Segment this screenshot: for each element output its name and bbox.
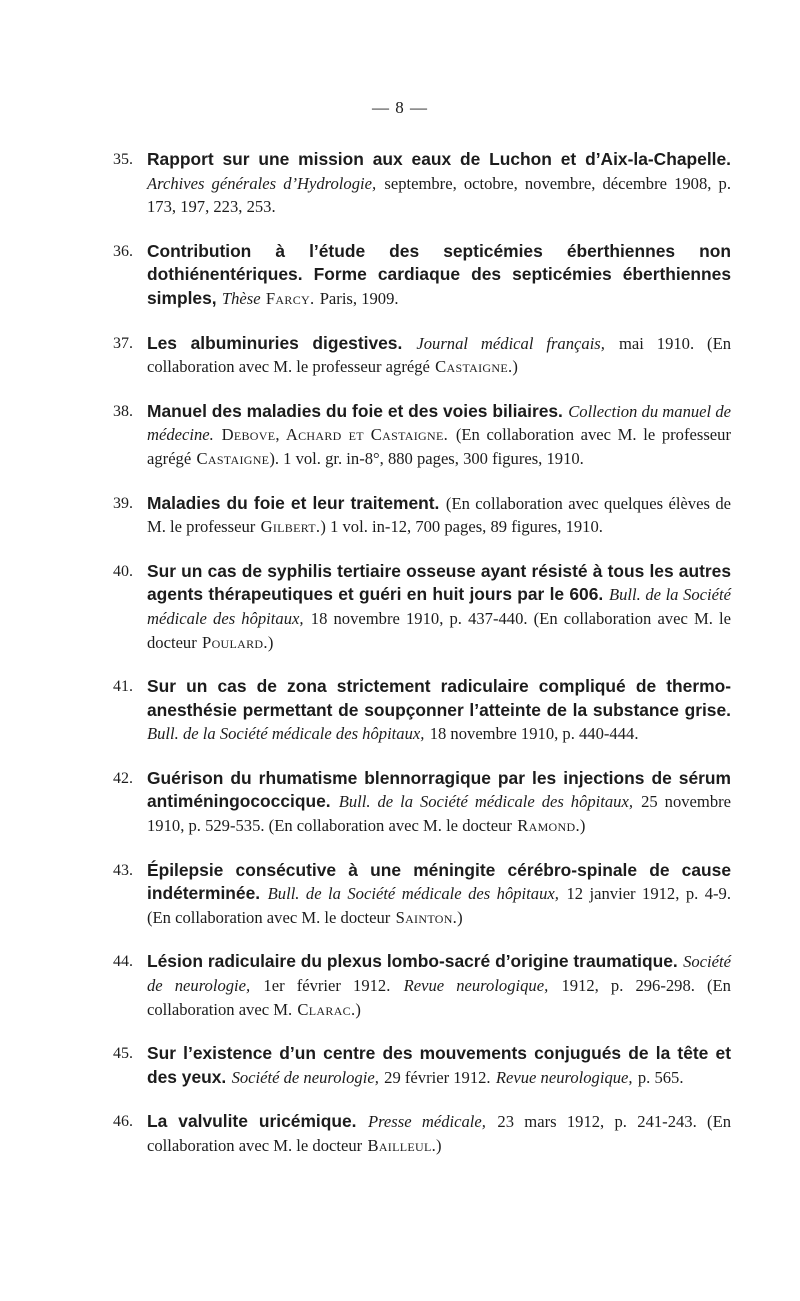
entry-details-2: p. 565. [637,1067,684,1087]
entry-title: Manuel des maladies du foie et des voies biliaires. [147,400,563,421]
entry-number: 37. [113,334,133,352]
entry-source: Bull. de la Société médicale des hôpitaux, [147,585,731,628]
entry-author: Gilbert. [260,517,321,537]
list-item [113,400,731,471]
entry-author: Bailleul. [367,1136,437,1155]
entry-details: 1er février 1912. [263,976,391,996]
entry-number: 46. [113,1113,133,1131]
entry-number: 36. [113,242,133,260]
entry-author: Poulard. [202,632,268,652]
entry-details-end: ). 1 vol. gr. in-8°, 880 pages, 300 figures, 1910. [269,448,584,468]
entry-source: Collection du manuel de médecine. [147,401,731,445]
entry-author: Ramond. [517,816,580,836]
entry-source-2: Revue neurologique, [403,976,549,996]
entry-details-end: ) [579,816,586,836]
entry-details-end: ) [457,907,463,927]
entry-title: La valvulite uricémique. [147,1111,357,1132]
entry-details-end: ) [267,632,274,652]
bibliography-list [113,148,731,1179]
list-item [113,560,731,654]
entry-details-end: ) [355,999,361,1019]
entry-number: 35. [113,151,133,168]
entry-title: Épilepsie consécutive à une méningite cérébro-spinale de cause indéterminée. [147,859,731,904]
entry-number: 45. [113,1045,133,1063]
entry-number: 43. [113,861,133,879]
entry-details: (En collaboration avec M. le professeur agrégé [147,425,731,468]
list-item [113,240,731,311]
entry-source: Presse médicale, [367,1112,486,1132]
entry-details-end: ) 1 vol. in-12, 700 pages, 89 figures, 1910. [320,517,603,537]
entry-author: Sainton. [395,907,458,927]
entry-title: Lésion radiculaire du plexus lombo-sacré d’origine traumatique. [147,951,678,972]
list-item [113,1042,731,1089]
list-item [113,492,731,539]
entry-source: Société de neurologie, [147,952,731,996]
entry-details-end: ) [512,357,518,377]
entry-details: 23 mars 1912, p. 241-243. (En collaboration avec M. le docteur [147,1112,731,1155]
list-item [113,859,731,930]
entry-title: Rapport sur une mission aux eaux de Luchon et d’Aix-la-Chapelle. [147,149,731,169]
entry-title: Sur un cas de syphilis tertiaire osseuse ayant résisté à tous les autres agents thérapeutiques et guéri en huit jours par le 606. [147,560,731,605]
entry-title: Sur l’existence d’un centre des mouvements conjugués de la tête et des yeux. [147,1043,731,1087]
entry-source-2: Revue neurologique, [495,1067,633,1087]
entry-details: 29 février 1912. [384,1067,491,1087]
entry-title: Les albuminuries digestives. [147,332,403,353]
entry-title: Maladies du foie et leur traitement. [147,492,440,513]
entry-source: Thèse [221,288,261,308]
list-item [113,950,731,1021]
entry-details: Paris, 1909. [319,288,399,308]
entry-details: 18 novembre 1910, p. 437-440. (En collaboration avec M. le docteur [147,608,731,652]
entry-source: Bull. de la Société médicale des hôpitaux, [338,792,633,812]
entry-details-end: ) [436,1136,442,1155]
entry-authors: Debove, Achard et Castaigne. [221,425,449,445]
list-item [113,332,731,379]
entry-source: Archives générales d’Hydrologie, [147,173,377,193]
entry-details: mai 1910. (En collaboration avec M. le professeur agrégé [147,333,732,377]
entry-number: 44. [113,953,133,971]
entry-details: 25 novembre 1910, p. 529-535. (En collaboration avec M. le docteur [147,792,732,836]
entry-source: Bull. de la Société médicale des hôpitaux, [147,724,425,744]
entry-title: Sur un cas de zona strictement radiculaire compliqué de thermo-anesthésie permettant de soupçonner l’atteinte de la substance grise. [147,676,731,720]
entry-author: Castaigne. [435,357,513,377]
entry-number: 40. [113,562,133,580]
entry-title: Guérison du rhumatisme blennorragique par les injections de sérum antiméningococcique. [147,767,731,812]
entry-number: 41. [113,678,133,696]
list-item [113,1110,731,1157]
list-item [113,675,731,746]
entry-number: 39. [113,494,133,512]
entry-details: 12 janvier 1912, p. 4-9. (En collaboration avec M. le docteur [147,884,731,927]
entry-details-2: 1912, p. 296-298. (En collaboration avec M. [147,976,731,1019]
entry-details: septembre, octobre, novembre, décembre 1908, p. 173, 197, 223, 253. [147,173,731,217]
page-number: — 8 — [372,98,428,117]
entry-title: Contribution à l’étude des septicémies éberthiennes non dothiénentériques. Forme cardiaque des septicémies éberthiennes simples, [147,240,731,308]
entry-details: (En collaboration avec quelques élèves de M. le professeur [147,493,731,537]
entry-author: Farcy. [265,288,315,308]
entry-source: Société de neurologie, [231,1067,379,1087]
list-item [113,767,731,838]
entry-number: 38. [113,402,133,420]
entry-author: Castaigne [196,448,270,468]
entry-author: Clarac. [297,999,356,1019]
entry-number: 42. [113,769,133,787]
entry-source: Bull. de la Société médicale des hôpitaux, [267,884,559,904]
entry-source: Journal médical français, [416,333,605,353]
list-item [113,148,731,219]
entry-details: 18 novembre 1910, p. 440-444. [429,724,639,744]
